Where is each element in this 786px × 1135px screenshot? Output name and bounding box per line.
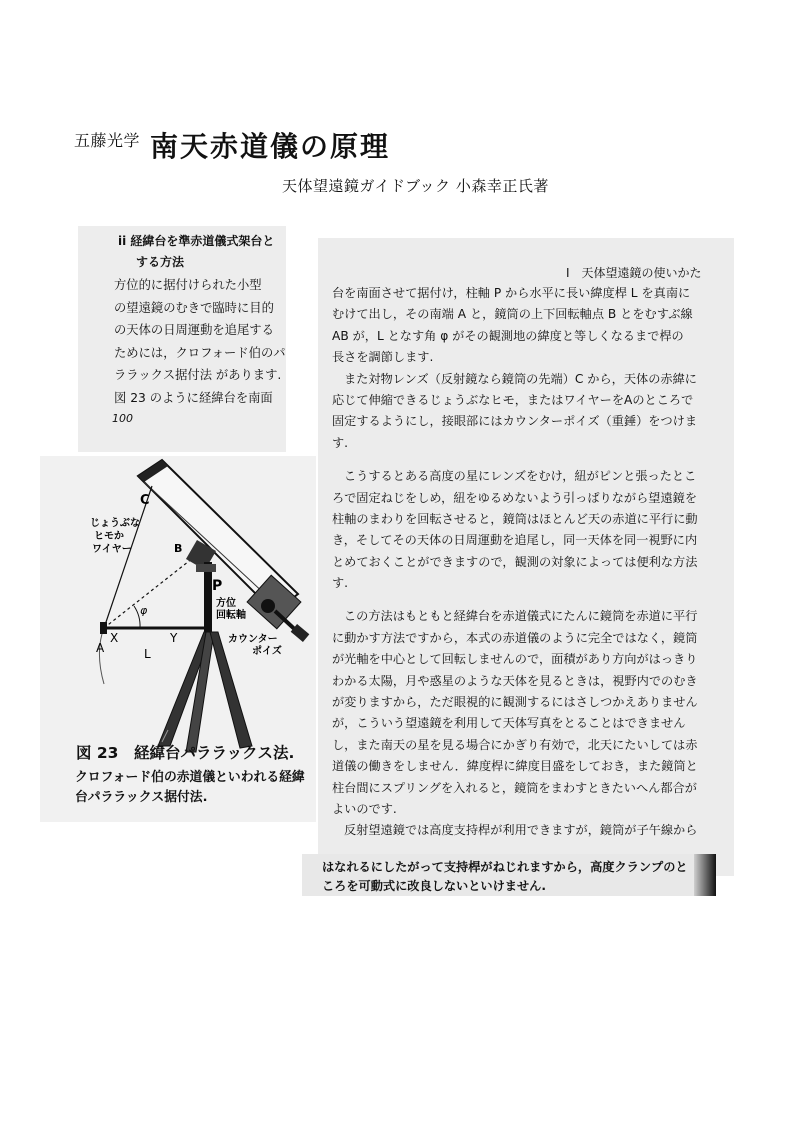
text-line: むけて出し，その南端 A と，鏡筒の上下回転軸点 B とをむすぶ線 <box>332 307 693 322</box>
label-phi: φ <box>140 604 148 617</box>
text-line: AB が，L となす角 φ がその観測地の緯度と等しくなるまで桿の <box>332 328 684 343</box>
text-line: 固定するようにし，接眼部にはカウンターポイズ（重錘）をつけま <box>332 414 698 429</box>
text-line: が変りますから，ただ眼視的に観測するにはさしつかえありません <box>332 695 698 710</box>
body-line: の望遠鏡のむきで臨時に目的 <box>114 300 274 315</box>
label-string-2: ヒモか <box>94 531 124 542</box>
section-header: I 天体望遠鏡の使いかた <box>566 266 702 280</box>
body-line: 図 23 のように経緯台を南面 <box>114 390 273 405</box>
text-line: よいのです. <box>332 801 397 816</box>
scan-edge-shadow <box>694 854 716 896</box>
text-line: また対物レンズ（反射鏡なら鏡筒の先端）C から，天体の赤緯に <box>344 371 697 386</box>
body-line: ためには，クロフォード伯のパ <box>114 345 286 360</box>
heading-line: ii 経緯台を準赤道儀式架台と <box>118 234 275 248</box>
text-line: に動かす方法ですから，本式の赤道儀のように完全ではなく，鏡筒 <box>332 630 698 645</box>
text-line: し，また南天の星を見る場合にかぎり有効で，北天にたいしては赤 <box>332 737 698 752</box>
text-line: ろで固定ねじをしめ，紐をゆるめないよう引っぱりながら望遠鏡を <box>332 490 698 505</box>
text-line: はなれるにしたがって支持桿がねじれますから，高度クランプのと <box>322 860 688 874</box>
label-a: A <box>96 641 105 655</box>
text-line: 反射望遠鏡では高度支持桿が利用できますが，鏡筒が子午線から <box>344 823 698 838</box>
text-line: 台を南面させて据付け，柱軸 P から水平に長い緯度桿 L を真南に <box>332 286 691 300</box>
label-axis-2: 回転軸 <box>216 610 246 621</box>
label-string-3: ワイヤー <box>92 544 132 555</box>
scan-snippet-method-intro <box>78 226 286 452</box>
text-line: が光軸を中心として回転しませんので，面積があり方向がはっきり <box>332 652 698 667</box>
label-counter-2: ポイズ <box>252 646 282 657</box>
body-line: の天体の日周運動を追尾する <box>114 323 274 337</box>
text-line: 応じて伸縮できるじょうぶなヒモ，またはワイヤーをAのところで <box>332 392 694 407</box>
text-line: こうするとある高度の星にレンズをむけ，紐がピンと張ったとこ <box>344 469 697 484</box>
label-x: X <box>110 631 119 645</box>
figure-caption-line: 台パララックス据付法. <box>75 790 208 805</box>
text-line: わかる太陽，月や惑星のような天体を見るときは，視野内でのむき <box>332 673 698 688</box>
label-y: Y <box>170 631 178 645</box>
text-line: この方法はもともと経緯台を赤道儀式にたんに鏡筒を赤道に平行 <box>344 609 698 624</box>
body-line: 方位的に据付けられた小型 <box>114 278 262 292</box>
label-p: P <box>212 578 223 594</box>
text-line: す. <box>332 576 349 591</box>
label-b: B <box>174 542 183 555</box>
text-line: 柱軸のまわりを回転させると，鏡筒はほとんど天の赤道に平行に動 <box>332 511 698 526</box>
brand-label: 五藤光学 <box>74 131 141 150</box>
scan-snippet-main-text <box>318 238 734 876</box>
text-line: とめておくことができますので，観測の対象によっては便利な方法 <box>332 554 698 569</box>
page-title: 南天赤道儀の原理 <box>150 130 391 163</box>
figure-title: 図 23 経緯台パララックス法. <box>76 744 295 762</box>
page-subtitle: 天体望遠鏡ガイドブック 小森幸正氏著 <box>282 177 549 195</box>
text-line: す. <box>332 435 349 450</box>
body-line: ララックス据付法 があります. <box>114 368 282 382</box>
text-line: 長さを調節します. <box>332 350 434 365</box>
text-line: 柱台間にスプリングを入れると，鏡筒をまわすときたいへん都合が <box>332 780 697 795</box>
main-text-body <box>332 283 728 842</box>
scan-snippet-bottom <box>302 854 716 896</box>
text-line: ころを可動式に改良しないといけません. <box>322 879 547 893</box>
label-counter-1: カウンター <box>228 634 278 645</box>
text-line: 道儀の働きをしません．緯度桿に緯度目盛をしておき，また鏡筒と <box>332 759 698 774</box>
line-ab <box>104 554 198 628</box>
text-line: き，そしてその天体の日周運動を追尾し，同一天体を同一視野に内 <box>332 533 698 548</box>
text-line: が，こういう望遠鏡を利用して天体写真をとることはできません <box>332 716 686 731</box>
heading-line: する方法 <box>136 255 185 269</box>
label-c: C <box>140 493 150 508</box>
label-l: L <box>144 647 151 661</box>
page-number: 100 <box>112 412 133 425</box>
label-string-1: じょうぶな <box>90 518 140 529</box>
scan-snippet-figure <box>40 456 316 822</box>
tripod <box>158 632 252 752</box>
section-heading <box>118 231 286 273</box>
intro-body <box>114 274 284 409</box>
figure-caption-line: クロフォード伯の赤道儀といわれる経緯 <box>75 770 305 785</box>
label-axis-1: 方位 <box>216 598 236 609</box>
